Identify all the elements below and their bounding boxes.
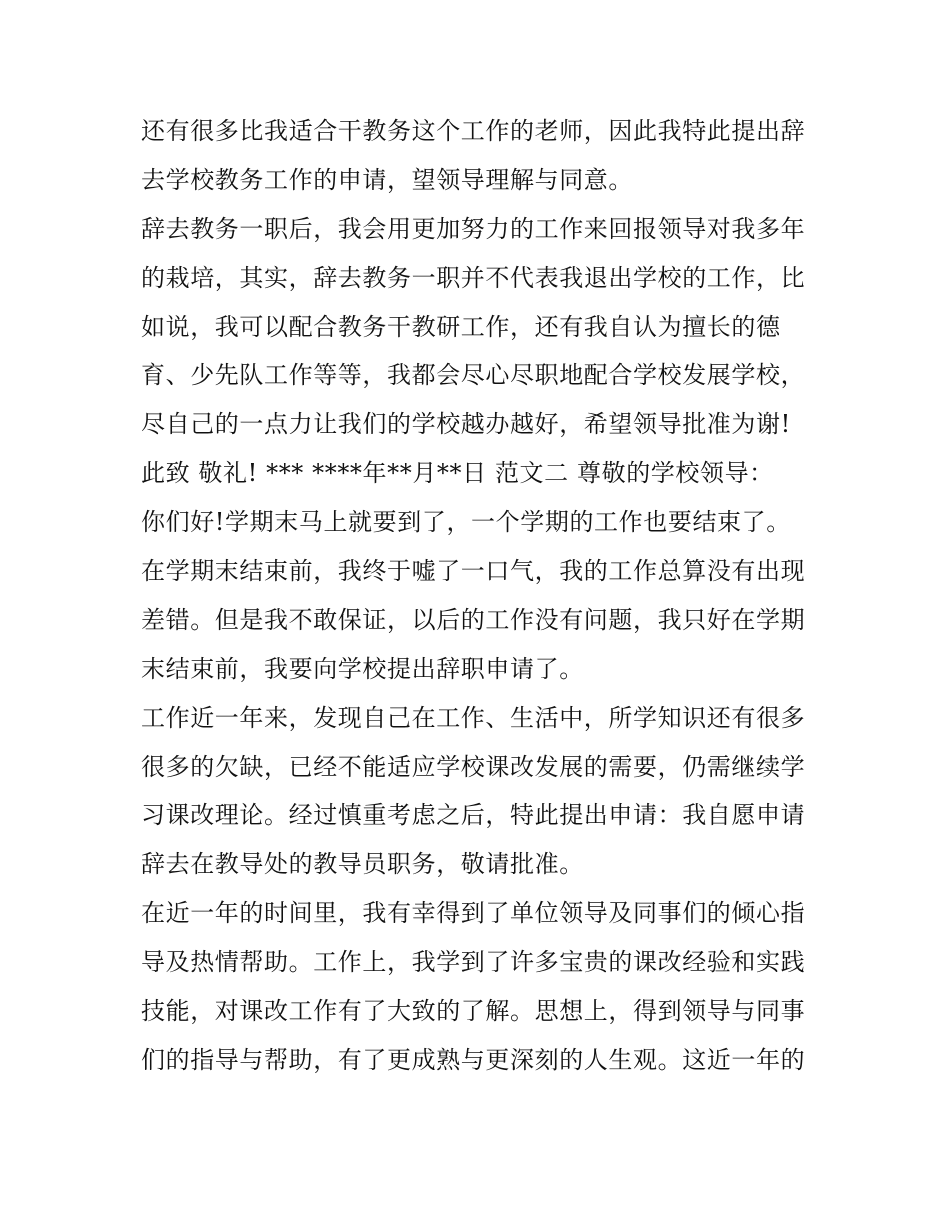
text-line: 很多的欠缺，已经不能适应学校课改发展的需要，仍需继续学	[141, 752, 806, 781]
text-line: 末结束前，我要向学校提出辞职申请了。	[141, 654, 584, 683]
text-line: 育、少先队工作等等，我都会尽心尽职地配合学校发展学校，	[141, 361, 806, 390]
text-line: 们的指导与帮助，有了更成熟与更深刻的人生观。这近一年的	[141, 1045, 806, 1074]
text-line: 此致 敬礼! *** ****年**月**日 范文二 尊敬的学校领导：	[141, 459, 774, 488]
text-line: 的栽培，其实，辞去教务一职并不代表我退出学校的工作，比	[141, 263, 806, 292]
text-line: 技能，对课改工作有了大致的了解。思想上，得到领导与同事	[141, 997, 806, 1026]
text-line: 在学期末结束前，我终于嘘了一口气，我的工作总算没有出现	[141, 557, 806, 586]
text-line: 习课改理论。经过慎重考虑之后，特此提出申请：我自愿申请	[141, 801, 806, 830]
text-line: 辞去在教导处的教导员职务，敬请批准。	[141, 850, 584, 879]
text-line: 去学校教务工作的申请，望领导理解与同意。	[141, 165, 633, 194]
text-line: 工作近一年来，发现自己在工作、生活中，所学知识还有很多	[141, 703, 806, 732]
body-text	[141, 107, 821, 1085]
text-line: 尽自己的一点力让我们的学校越办越好，希望领导批准为谢!	[141, 410, 791, 439]
text-line: 在近一年的时间里，我有幸得到了单位领导及同事们的倾心指	[141, 899, 806, 928]
text-line: 差错。但是我不敢保证，以后的工作没有问题，我只好在学期	[141, 605, 806, 634]
text-line: 还有很多比我适合干教务这个工作的老师，因此我特此提出辞	[141, 117, 806, 145]
text-line: 导及热情帮助。工作上，我学到了许多宝贵的课改经验和实践	[141, 948, 806, 977]
text-line: 你们好!学期末马上就要到了，一个学期的工作也要结束了。	[141, 508, 791, 537]
text-line: 辞去教务一职后，我会用更加努力的工作来回报领导对我多年	[141, 214, 806, 243]
text-line: 如说，我可以配合教务干教研工作，还有我自认为擅长的德	[141, 312, 781, 341]
